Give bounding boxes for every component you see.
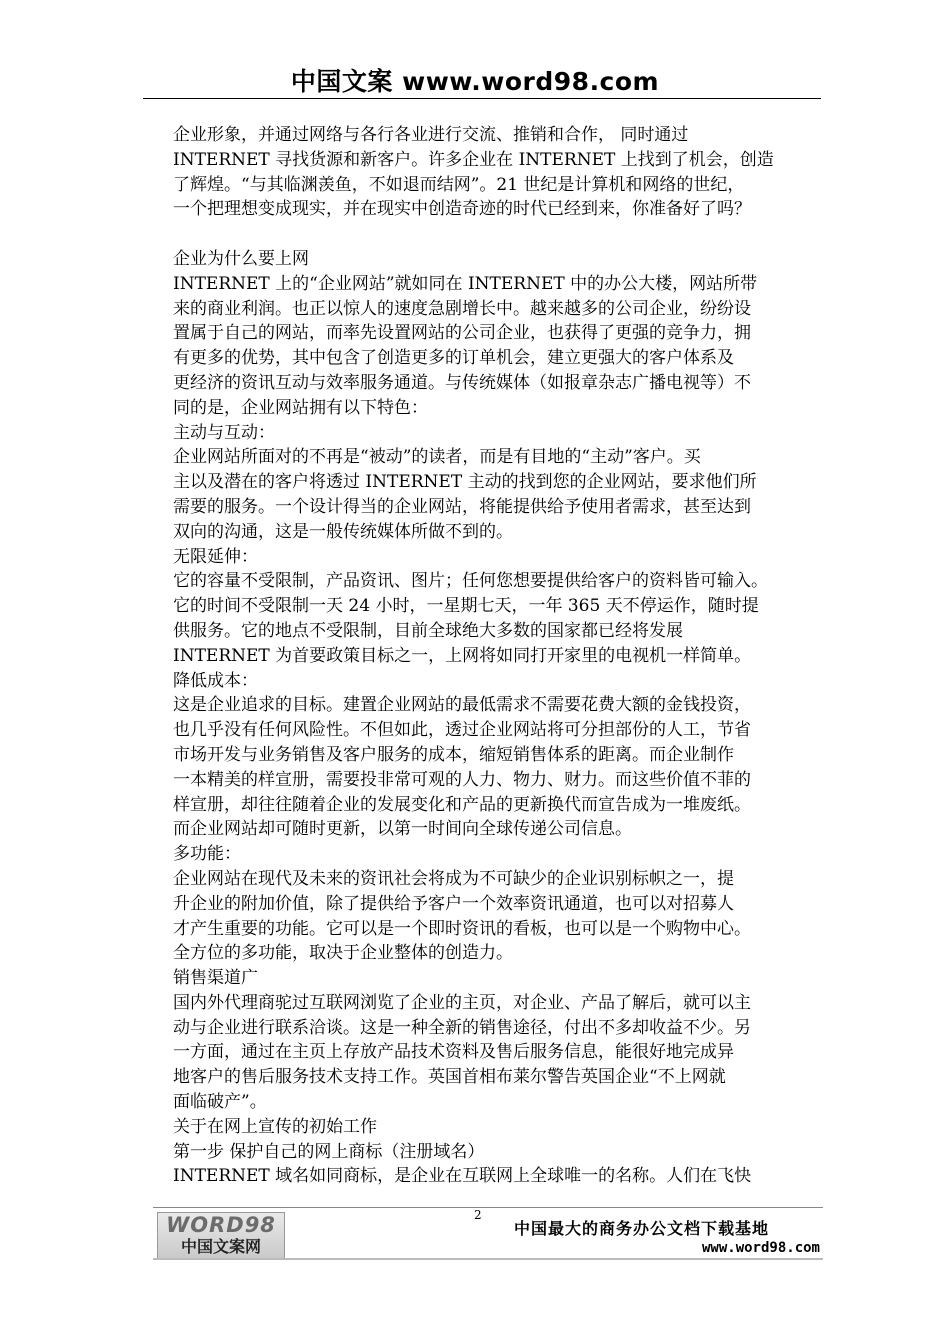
text-line: 来的商业利润。也正以惊人的速度急剧增长中。越来越多的公司企业，纷纷设 bbox=[173, 298, 751, 319]
text-line: 它的容量不受限制，产品资讯、图片；任何您想要提供给客户的资料皆可输入。 bbox=[173, 571, 768, 592]
text-line: 有更多的优势，其中包含了创造更多的订单机会，建立更强大的客户体系及 bbox=[173, 348, 734, 369]
text-line: 样宣册，却往往随着企业的发展变化和产品的更新换代而宣告成为一堆废纸。 bbox=[173, 794, 751, 815]
text-line: 全方位的多功能，取决于企业整体的创造力。 bbox=[173, 943, 513, 964]
text-line: 第一步 保护自己的网上商标（注册域名） bbox=[173, 1141, 485, 1162]
text-line: 企业形象，并通过网络与各行各业进行交流、推销和合作， 同时通过 bbox=[173, 125, 689, 145]
text-line: 降低成本： bbox=[173, 670, 258, 691]
text-line: 关于在网上宣传的初始工作 bbox=[173, 1116, 377, 1137]
text-line: 而企业网站却可随时更新，以第一时间向全球传递公司信息。 bbox=[173, 819, 632, 840]
text-line: 它的时间不受限制一天 24 小时，一星期七天，一年 365 天不停运作，随时提 bbox=[173, 596, 759, 617]
blank-line bbox=[173, 222, 819, 247]
page-number: 2 bbox=[474, 1208, 482, 1222]
footer-logo bbox=[157, 1212, 285, 1260]
document-body bbox=[173, 123, 819, 1189]
text-line: 主动与互动： bbox=[173, 422, 275, 443]
text-line: INTERNET 寻找货源和新客户。许多企业在 INTERNET 上找到了机会，创造 bbox=[173, 149, 774, 170]
text-line: 一个把理想变成现实，并在现实中创造奇迹的时代已经到来，你准备好了吗？ bbox=[173, 199, 751, 220]
text-line: 销售渠道广 bbox=[173, 968, 258, 989]
logo-word: WORD98 bbox=[166, 1213, 276, 1237]
text-line: 企业网站所面对的不再是“被动”的读者，而是有目地的“主动”客户。买 bbox=[173, 447, 701, 468]
text-line: 无限延伸： bbox=[173, 546, 258, 567]
logo-chinese: 中国文案网 bbox=[180, 1237, 261, 1256]
text-line: 企业为什么要上网 bbox=[173, 248, 309, 269]
text-line: 地客户的售后服务技术支持工作。英国首相布莱尔警告英国企业“不上网就 bbox=[173, 1067, 726, 1088]
header-title: 中国文案 www.word98.com bbox=[290, 67, 660, 96]
text-line: 也几乎没有任何风险性。不但如此，透过企业网站将可分担部份的人工，节省 bbox=[173, 720, 751, 741]
text-line: INTERNET 为首要政策目标之一，上网将如同打开家里的电视机一样简单。 bbox=[173, 645, 752, 666]
text-line: 动与企业进行联系洽谈。这是一种全新的销售途径，付出不多却收益不少。另 bbox=[173, 1017, 751, 1038]
footer-rule bbox=[153, 1207, 823, 1208]
text-line: 一方面，通过在主页上存放产品技术资料及售后服务信息，能很好地完成异 bbox=[173, 1042, 734, 1063]
text-line: 企业网站在现代及未来的资讯社会将成为不可缺少的企业识别标帜之一，提 bbox=[173, 868, 734, 889]
text-line: 双向的沟通，这是一般传统媒体所做不到的。 bbox=[173, 521, 513, 542]
text-line: 升企业的附加价值，除了提供给予客户一个效率资讯通道，也可以对招募人 bbox=[173, 893, 734, 914]
text-line: 多功能： bbox=[173, 844, 241, 865]
text-line: 这是企业追求的目标。建置企业网站的最低需求不需要花费大额的金钱投资， bbox=[173, 695, 751, 716]
text-line: INTERNET 上的“企业网站”就如同在 INTERNET 中的办公大楼，网站所带 bbox=[173, 273, 758, 294]
text-line: 更经济的资讯互动与效率服务通道。与传统媒体（如报章杂志广播电视等）不 bbox=[173, 372, 751, 393]
text-line: 同的是，企业网站拥有以下特色： bbox=[173, 397, 428, 418]
text-line: 需要的服务。一个设计得当的企业网站，将能提供给予使用者需求，甚至达到 bbox=[173, 496, 751, 517]
text-line: INTERNET 域名如同商标，是企业在互联网上全球唯一的名称。人们在飞快 bbox=[173, 1166, 752, 1187]
text-line: 才产生重要的功能。它可以是一个即时资讯的看板，也可以是一个购物中心。 bbox=[173, 918, 751, 939]
footer-divider bbox=[153, 1258, 823, 1260]
text-line: 市场开发与业务销售及客户服务的成本，缩短销售体系的距离。而企业制作 bbox=[173, 744, 734, 765]
footer-slogan: 中国最大的商务办公文档下载基地 bbox=[514, 1219, 770, 1238]
header-rule bbox=[143, 98, 821, 99]
text-line: 置属于自己的网站，而率先设置网站的公司企业，也获得了更强的竞争力，拥 bbox=[173, 323, 751, 344]
text-line: 面临破产”。 bbox=[173, 1092, 267, 1113]
text-line: 国内外代理商驼过互联网浏览了企业的主页，对企业、产品了解后，就可以主 bbox=[173, 992, 751, 1013]
footer-url: www.word98.com bbox=[701, 1240, 820, 1256]
text-line: 主以及潜在的客户将透过 INTERNET 主动的找到您的企业网站，要求他们所 bbox=[173, 472, 757, 493]
text-line: 了辉煌。“与其临渊羡鱼，不如退而结网”。21 世纪是计算机和网络的世纪， bbox=[173, 174, 745, 195]
text-line: 一本精美的样宣册，需要投非常可观的人力、物力、财力。而这些价值不菲的 bbox=[173, 769, 751, 790]
text-line: 供服务。它的地点不受限制，目前全球绝大多数的国家都已经将发展 bbox=[173, 620, 683, 641]
